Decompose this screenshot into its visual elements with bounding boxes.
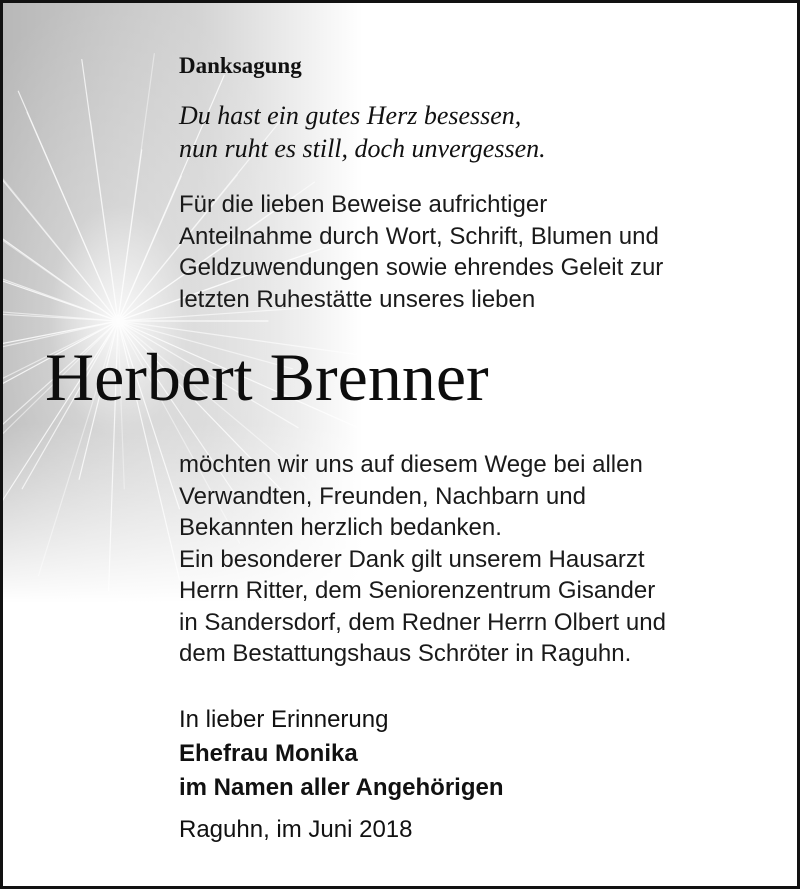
signature-wife: Ehefrau Monika: [179, 740, 358, 767]
signature-intro: In lieber Erinnerung: [179, 706, 389, 733]
signature-family: im Namen aller Angehörigen: [179, 774, 504, 801]
verse-line: Du hast ein gutes Herz besessen,: [179, 101, 522, 130]
heading-title: Danksagung: [179, 53, 302, 78]
paragraph-thanks: [179, 449, 666, 670]
deceased-name: Herbert Brenner: [45, 339, 489, 415]
text-line: in Sandersdorf, dem Redner Herrn Olbert und: [179, 608, 666, 636]
signature-block: [179, 703, 504, 805]
text-line: Geldzuwendungen sowie ehrendes Geleit zur: [179, 254, 664, 281]
text-line: Herrn Ritter, dem Seniorenzentrum Gisander: [179, 577, 656, 604]
place-date: Raguhn, im Juni 2018: [179, 816, 413, 843]
text-line: Ein besonderer Dank gilt unserem Hausarzt: [179, 545, 645, 573]
verse: [179, 99, 546, 165]
verse-line: nun ruht es still, doch unvergessen.: [179, 134, 546, 163]
text-line: dem Bestattungshaus Schröter in Raguhn.: [179, 640, 632, 667]
text-line: möchten wir uns auf diesem Wege bei allen: [179, 451, 643, 478]
text-line: Anteilnahme durch Wort, Schrift, Blumen und: [179, 222, 659, 250]
text-line: Verwandten, Freunden, Nachbarn und: [179, 482, 586, 510]
text-line: Für die lieben Beweise aufrichtiger: [179, 191, 548, 218]
text-line: letzten Ruhestätte unseres lieben: [179, 285, 536, 313]
paragraph-intro: [179, 189, 663, 315]
text-line: Bekannten herzlich bedanken.: [179, 514, 502, 541]
